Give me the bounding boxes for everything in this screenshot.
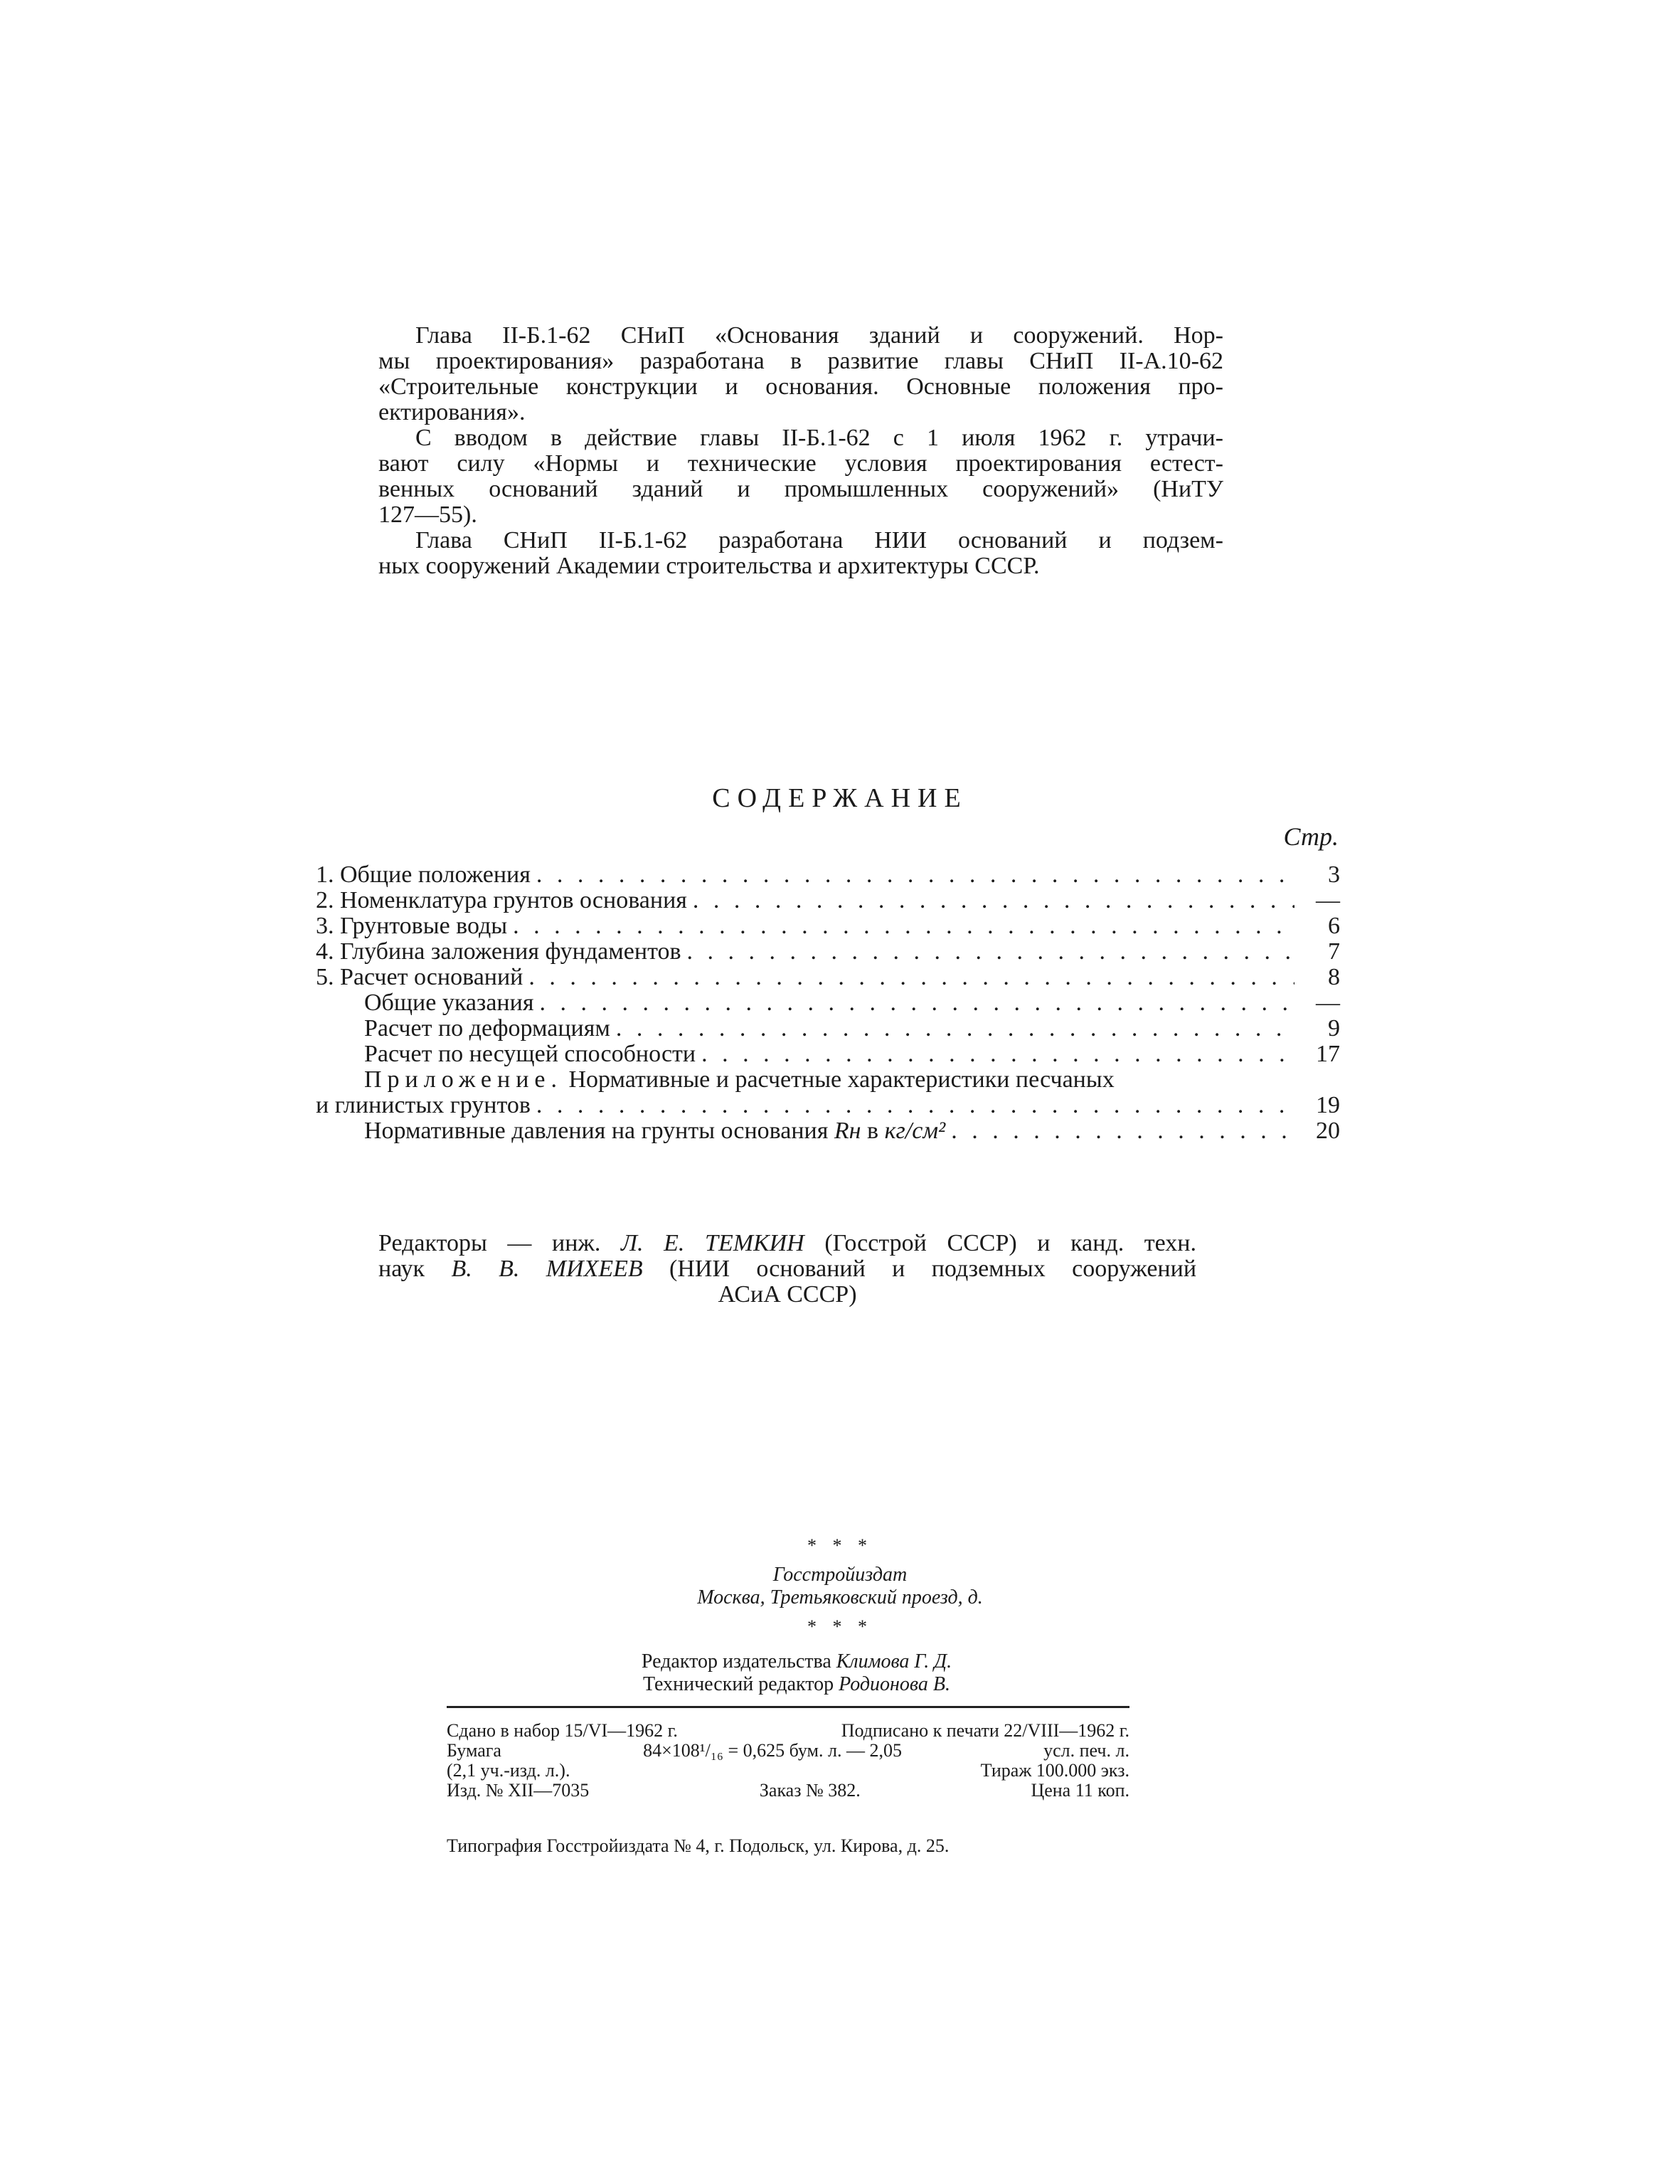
toc-item-page: 8: [1328, 964, 1340, 990]
editors-line3: АСиА СССР): [718, 1281, 857, 1308]
credit-label: Технический редактор: [643, 1673, 834, 1695]
imprint-cell: Бумага: [447, 1740, 501, 1761]
appendix-title-cont: и глинистых грунтов: [316, 1092, 531, 1118]
imprint-row: [447, 1741, 1129, 1761]
last-unit: кг/см²: [884, 1118, 946, 1144]
intro-line: Глава II-Б.1-62 СНиП «Основания зданий и сооружений. Нор-: [415, 322, 1223, 349]
toc-item[interactable]: [316, 888, 1340, 913]
editors-block: [378, 1231, 1196, 1308]
imprint-row: [447, 1781, 1129, 1801]
toc-item-page: 6: [1328, 913, 1340, 939]
toc-list: [316, 862, 1340, 1144]
toc-leader: [951, 1118, 1294, 1144]
toc-leader: [536, 1093, 1294, 1118]
imprint-block: [447, 1706, 1129, 1801]
toc-leader: [513, 913, 1294, 939]
toc-item-page: 19: [1316, 1092, 1340, 1118]
toc-item-label: 3. Грунтовые воды: [316, 913, 508, 939]
toc-item-page: 7: [1328, 938, 1340, 965]
toc-leader: [539, 990, 1294, 1016]
intro-line: «Строительные конструкции и основания. Основные положения про-: [378, 373, 1223, 400]
credit-label: Редактор издательства: [641, 1650, 831, 1673]
credit-editor: [583, 1650, 1010, 1673]
editor-name: Л. Е. ТЕМКИН: [621, 1230, 804, 1256]
separator-stars: * * *: [807, 1616, 873, 1637]
intro-line: 127—55).: [378, 502, 477, 528]
last-symbol: Rн: [834, 1118, 861, 1144]
toc-leader: [616, 1016, 1294, 1041]
toc-item-page: —: [1316, 887, 1340, 913]
editors-line1: [378, 1231, 1196, 1256]
credit-name: Климова Г. Д.: [836, 1650, 952, 1673]
editor-name: В. В. МИХЕЕВ: [451, 1256, 643, 1282]
intro-line: Глава СНиП II-Б.1-62 разработана НИИ оснований и подзем-: [415, 527, 1223, 553]
toc-leader: [693, 888, 1294, 913]
imprint-cell: Цена 11 коп.: [1031, 1780, 1129, 1801]
toc-item-page: 9: [1328, 1015, 1340, 1041]
toc-leader: [536, 862, 1294, 888]
intro-line: вают силу «Нормы и технические условия проектирования естест-: [378, 450, 1223, 477]
editors-text: (НИИ оснований и подземных сооружений: [669, 1256, 1197, 1282]
toc-item-label: 4. Глубина заложения фундаментов: [316, 938, 681, 965]
intro-text: [378, 323, 1223, 579]
publisher-block: [0, 1564, 1680, 1609]
toc-item-page: 17: [1316, 1041, 1340, 1067]
intro-line: С вводом в действие главы II-Б.1-62 с 1 июля 1962 г. утрачи-: [415, 425, 1223, 451]
imprint-row: [447, 1761, 1129, 1781]
toc-leader: [687, 939, 1294, 965]
toc-appendix-line2[interactable]: [316, 1093, 1340, 1118]
editors-text: (Госстрой СССР) и канд. техн.: [824, 1230, 1197, 1256]
toc-item-label: Расчет по несущей способности: [364, 1041, 696, 1067]
toc-item-label: 1. Общие положения: [316, 862, 531, 888]
imprint-cell: усл. печ. л.: [1043, 1740, 1129, 1761]
toc-subitem[interactable]: [316, 1041, 1340, 1067]
toc-item[interactable]: [316, 939, 1340, 965]
printer-line: Типография Госстройиздата № 4, г. Подольск, ул. Кирова, д. 25.: [447, 1835, 950, 1856]
imprint-cell: Сдано в набор 15/VI—1962 г.: [447, 1720, 678, 1741]
imprint-cell: Тираж 100.000 экз.: [980, 1760, 1129, 1781]
imprint-cell: (2,1 уч.-изд. л.).: [447, 1760, 570, 1781]
credit-tech: [583, 1673, 1010, 1696]
toc-title: СОДЕРЖАНИЕ: [712, 783, 968, 813]
imprint-cell: 84×108¹/₁₆ = 0,625 бум. л. — 2,05: [643, 1740, 902, 1761]
toc-item-label: Расчет по деформациям: [364, 1015, 610, 1041]
separator-stars: * * *: [807, 1535, 873, 1556]
toc-item[interactable]: [316, 965, 1340, 990]
imprint-cell: Подписано к печати 22/VIII—1962 г.: [841, 1720, 1129, 1741]
toc-item-page: 3: [1328, 862, 1340, 888]
toc-page-header: Стр.: [1283, 822, 1339, 851]
appendix-word: Приложение.: [364, 1066, 563, 1093]
toc-subitem[interactable]: [316, 1016, 1340, 1041]
publisher-address: Москва, Третьяковский проезд, д.: [697, 1586, 983, 1608]
appendix-title: Нормативные и расчетные характеристики песчаных: [568, 1066, 1115, 1093]
toc-leader: [528, 965, 1294, 990]
toc-item-label: Общие указания: [364, 990, 534, 1016]
last-label-pre: Нормативные давления на грунты основания: [364, 1118, 829, 1144]
imprint-row: [447, 1721, 1129, 1741]
toc-item-page: —: [1316, 990, 1340, 1016]
toc-item[interactable]: [316, 862, 1340, 888]
toc-item-label: 5. Расчет оснований: [316, 964, 523, 990]
editors-text: наук: [378, 1256, 425, 1282]
toc-subitem[interactable]: [316, 990, 1340, 1016]
editors-line2: [378, 1256, 1196, 1282]
toc-item-page: 20: [1316, 1118, 1340, 1144]
toc-appendix-line1[interactable]: [316, 1067, 1340, 1093]
publisher-name: Госстройиздат: [772, 1564, 908, 1586]
intro-line: ектирования».: [378, 399, 526, 425]
last-label-mid: в: [867, 1118, 879, 1144]
editors-text: Редакторы — инж.: [378, 1230, 601, 1256]
toc-item-label: [316, 1118, 945, 1144]
toc-leader: [701, 1041, 1294, 1067]
intro-line: мы проектирования» разработана в развитие главы СНиП II-А.10-62: [378, 348, 1223, 374]
toc-item[interactable]: [316, 913, 1340, 939]
toc-item-label: 2. Номенклатура грунтов основания: [316, 887, 687, 913]
imprint-cell: Изд. № XII—7035: [447, 1780, 590, 1801]
credits-block: [583, 1650, 1010, 1696]
intro-line: ных сооружений Академии строительства и архитектуры СССР.: [378, 553, 1040, 579]
toc-subitem[interactable]: [316, 1118, 1340, 1144]
intro-line: венных оснований зданий и промышленных сооружений» (НиТУ: [378, 476, 1223, 502]
imprint-cell: Заказ № 382.: [759, 1780, 861, 1801]
credit-name: Родионова В.: [839, 1673, 950, 1695]
